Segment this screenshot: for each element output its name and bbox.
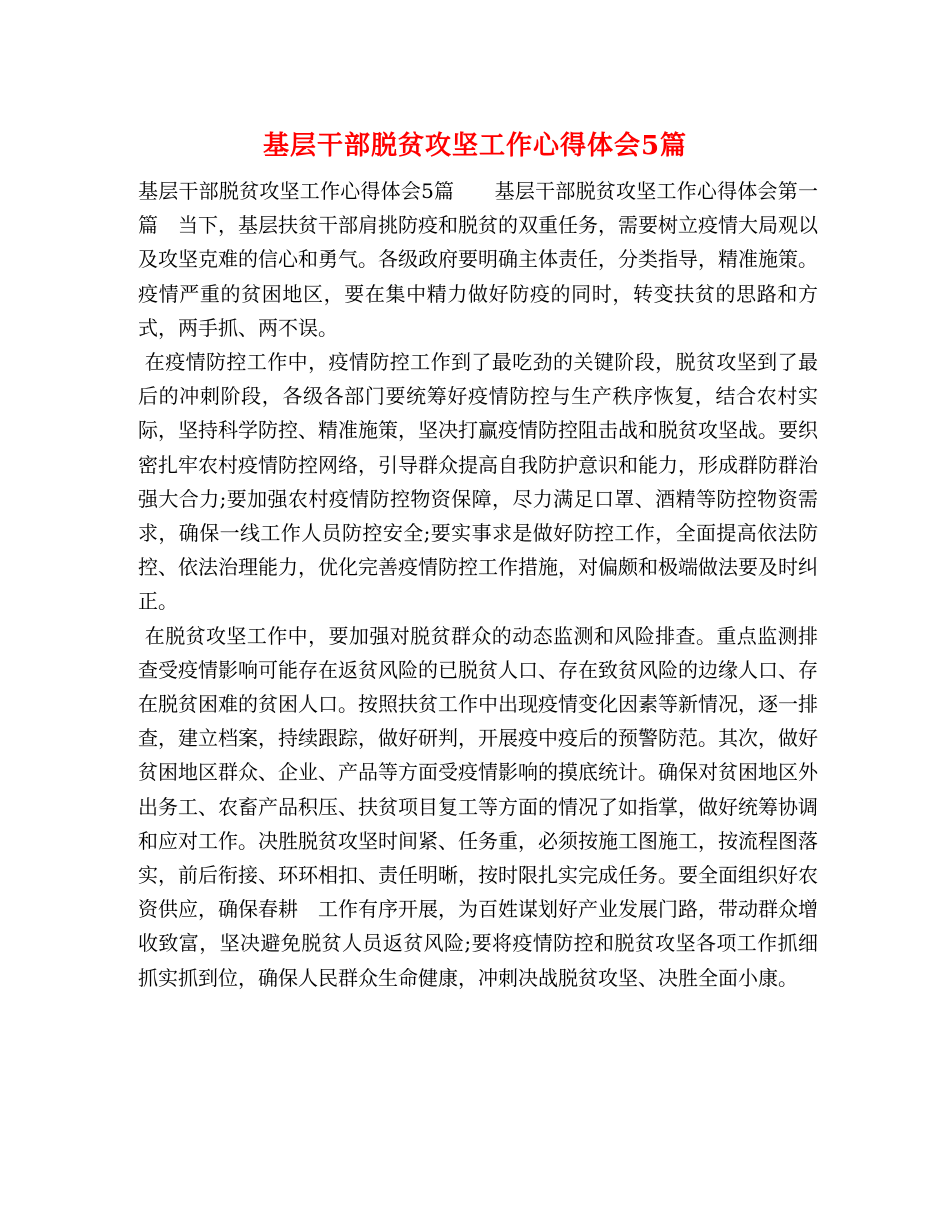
document-body [138, 174, 818, 995]
document-title: 基层干部脱贫攻坚工作心得体会5篇 [262, 131, 688, 161]
paragraph-epidemic-control: 在疫情防控工作中，疫情防控工作到了最吃劲的关键阶段，脱贫攻坚到了最后的冲刺阶段，各级各部门要统筹好疫情防控与生产秩序恢复，结合农村实际，坚持科学防控、精准施策，坚决打赢疫情防控阻击战和脱贫攻坚战。要织密扎牢农村疫情防控网络，引导群众提高自我防护意识和能力，形成群防群治强大合力;要加强农村疫情防控物资保障，尽力满足口罩、酒精等防控物资需求，确保一线工作人员防控安全;要实事求是做好防控工作，全面提高依法防控、依法治理能力，优化完善疫情防控工作措施，对偏颇和极端做法要及时纠正。 [138, 350, 819, 614]
paragraph-intro: 基层干部脱贫攻坚工作心得体会5篇 基层干部脱贫攻坚工作心得体会第一篇 当下，基层扶贫干部肩挑防疫和脱贫的双重任务，需要树立疫情大局观以及攻坚克难的信心和勇气。各级政府要明确主体责任，分类指导，精准施策。疫情严重的贫困地区，要在集中精力做好防疫的同时，转变扶贫的思路和方式，两手抓、两不误。 [138, 179, 818, 340]
paragraph-poverty-alleviation: 在脱贫攻坚工作中，要加强对脱贫群众的动态监测和风险排查。重点监测排查受疫情影响可能存在返贫风险的已脱贫人口、存在致贫风险的边缘人口、存在脱贫困难的贫困人口。按照扶贫工作中出现疫情变化因素等新情况，逐一排查，建立档案，持续跟踪，做好研判，开展疫中疫后的预警防范。其次，做好贫困地区群众、企业、产品等方面受疫情影响的摸底统计。确保对贫困地区外出务工、农畜产品积压、扶贫项目复工等方面的情况了如指掌，做好统筹协调和应对工作。决胜脱贫攻坚时间紧、任务重，必须按施工图施工，按流程图落实，前后衔接、环环相扣、责任明晰，按时限扎实完成任务。要全面组织好农资供应，确保春耕 工作有序开展，为百姓谋划好产业发展门路，带动群众增收致富，坚决避免脱贫人员返贫风险;要将疫情防控和脱贫攻坚各项工作抓细抓实抓到位，确保人民群众生命健康，冲刺决战脱贫攻坚、决胜全面小康。 [138, 623, 819, 990]
